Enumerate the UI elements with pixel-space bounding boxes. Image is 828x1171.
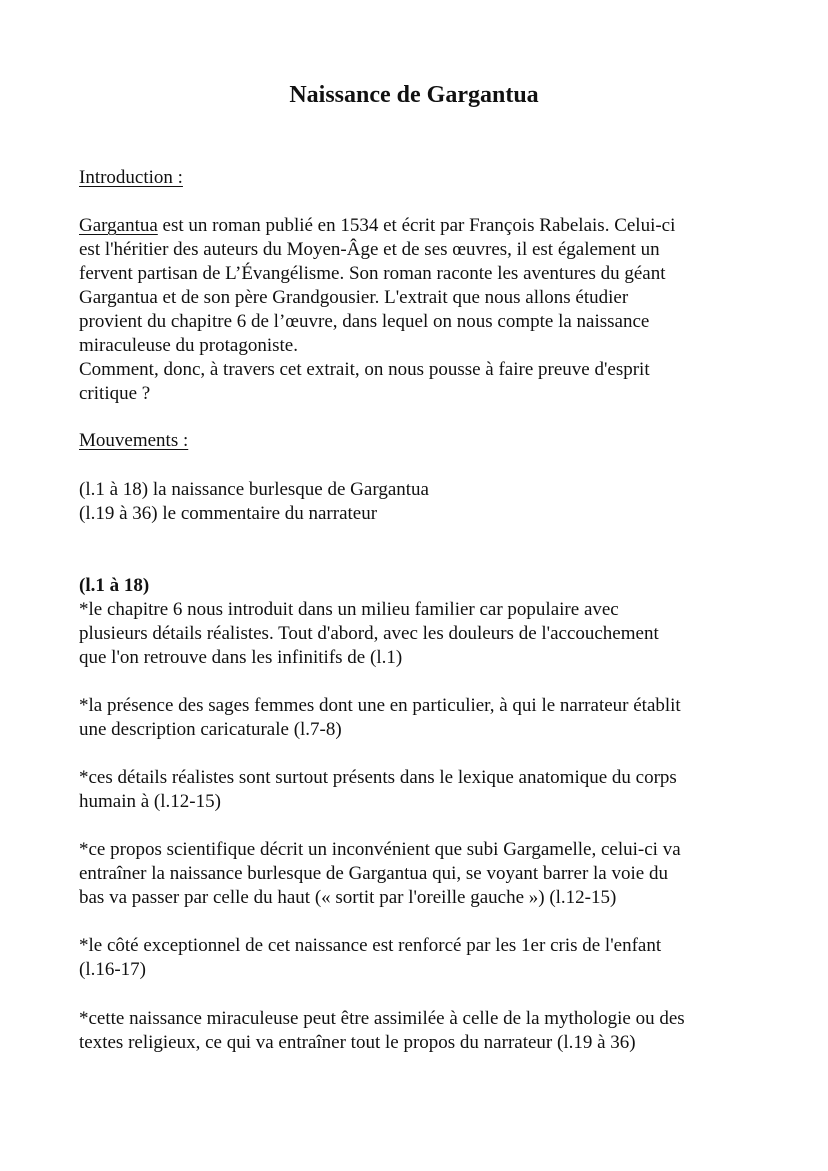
paragraph-line: *ce propos scientifique décrit un inconvénient que subi Gargamelle, celui-ci va (79, 839, 681, 860)
paragraph-line: entraîner la naissance burlesque de Gargantua qui, se voyant barrer la voie du (79, 863, 668, 884)
mouvements-list (79, 478, 749, 526)
page-title: Naissance de Gargantua (289, 82, 539, 108)
analysis-heading: (l.1 à 18) (79, 575, 150, 596)
analysis-paragraph-2 (79, 694, 749, 742)
introduction-heading (79, 166, 749, 190)
paragraph-line: (l.16-17) (79, 959, 147, 980)
introduction-line: est l'héritier des auteurs du Moyen-Âge et de ses œuvres, il est également un (79, 239, 660, 260)
analysis-paragraph-6 (79, 1007, 749, 1055)
introduction-line: provient du chapitre 6 de l’œuvre, dans lequel on nous compte la naissance (79, 311, 650, 332)
mouvement-item: (l.1 à 18) la naissance burlesque de Gargantua (79, 479, 429, 500)
paragraph-line: *le chapitre 6 nous introduit dans un milieu familier car populaire avec (79, 599, 619, 620)
paragraph-line: *ces détails réalistes sont surtout présents dans le lexique anatomique du corps (79, 767, 677, 788)
problematic-line: critique ? (79, 383, 151, 404)
mouvements-heading-text: Mouvements : (79, 430, 189, 451)
paragraph-line: que l'on retrouve dans les infinitifs de (l.1) (79, 647, 403, 668)
introduction-line (79, 214, 749, 238)
introduction-paragraph (79, 214, 749, 406)
analysis-paragraph-5 (79, 934, 749, 982)
problematic-line: Comment, donc, à travers cet extrait, on nous pousse à faire preuve d'esprit (79, 359, 650, 380)
mouvement-item: (l.19 à 36) le commentaire du narrateur (79, 503, 378, 524)
introduction-line-text: est un roman publié en 1534 et écrit par François Rabelais. Celui-ci (157, 215, 676, 236)
analysis-paragraph-3 (79, 766, 749, 814)
introduction-line: miraculeuse du protagoniste. (79, 335, 298, 356)
paragraph-line: humain à (l.12-15) (79, 791, 221, 812)
book-title: Gargantua (79, 215, 158, 236)
mouvements-heading (79, 429, 749, 453)
paragraph-line: textes religieux, ce qui va entraîner tout le propos du narrateur (l.19 à 36) (79, 1032, 636, 1053)
introduction-line: fervent partisan de L’Évangélisme. Son roman raconte les aventures du géant (79, 263, 666, 284)
introduction-line: Gargantua et de son père Grandgousier. L'extrait que nous allons étudier (79, 287, 629, 308)
paragraph-line: *la présence des sages femmes dont une en particulier, à qui le narrateur établit (79, 695, 681, 716)
analysis-paragraph-4 (79, 838, 749, 910)
paragraph-line: plusieurs détails réalistes. Tout d'abord, avec les douleurs de l'accouchement (79, 623, 659, 644)
analysis-paragraph-1 (79, 598, 749, 670)
paragraph-line: *le côté exceptionnel de cet naissance est renforcé par les 1er cris de l'enfant (79, 935, 662, 956)
introduction-heading-text: Introduction : (79, 167, 183, 188)
paragraph-line: une description caricaturale (l.7-8) (79, 719, 342, 740)
paragraph-line: *cette naissance miraculeuse peut être assimilée à celle de la mythologie ou des (79, 1008, 685, 1029)
paragraph-line: bas va passer par celle du haut (« sortit par l'oreille gauche ») (l.12-15) (79, 887, 617, 908)
